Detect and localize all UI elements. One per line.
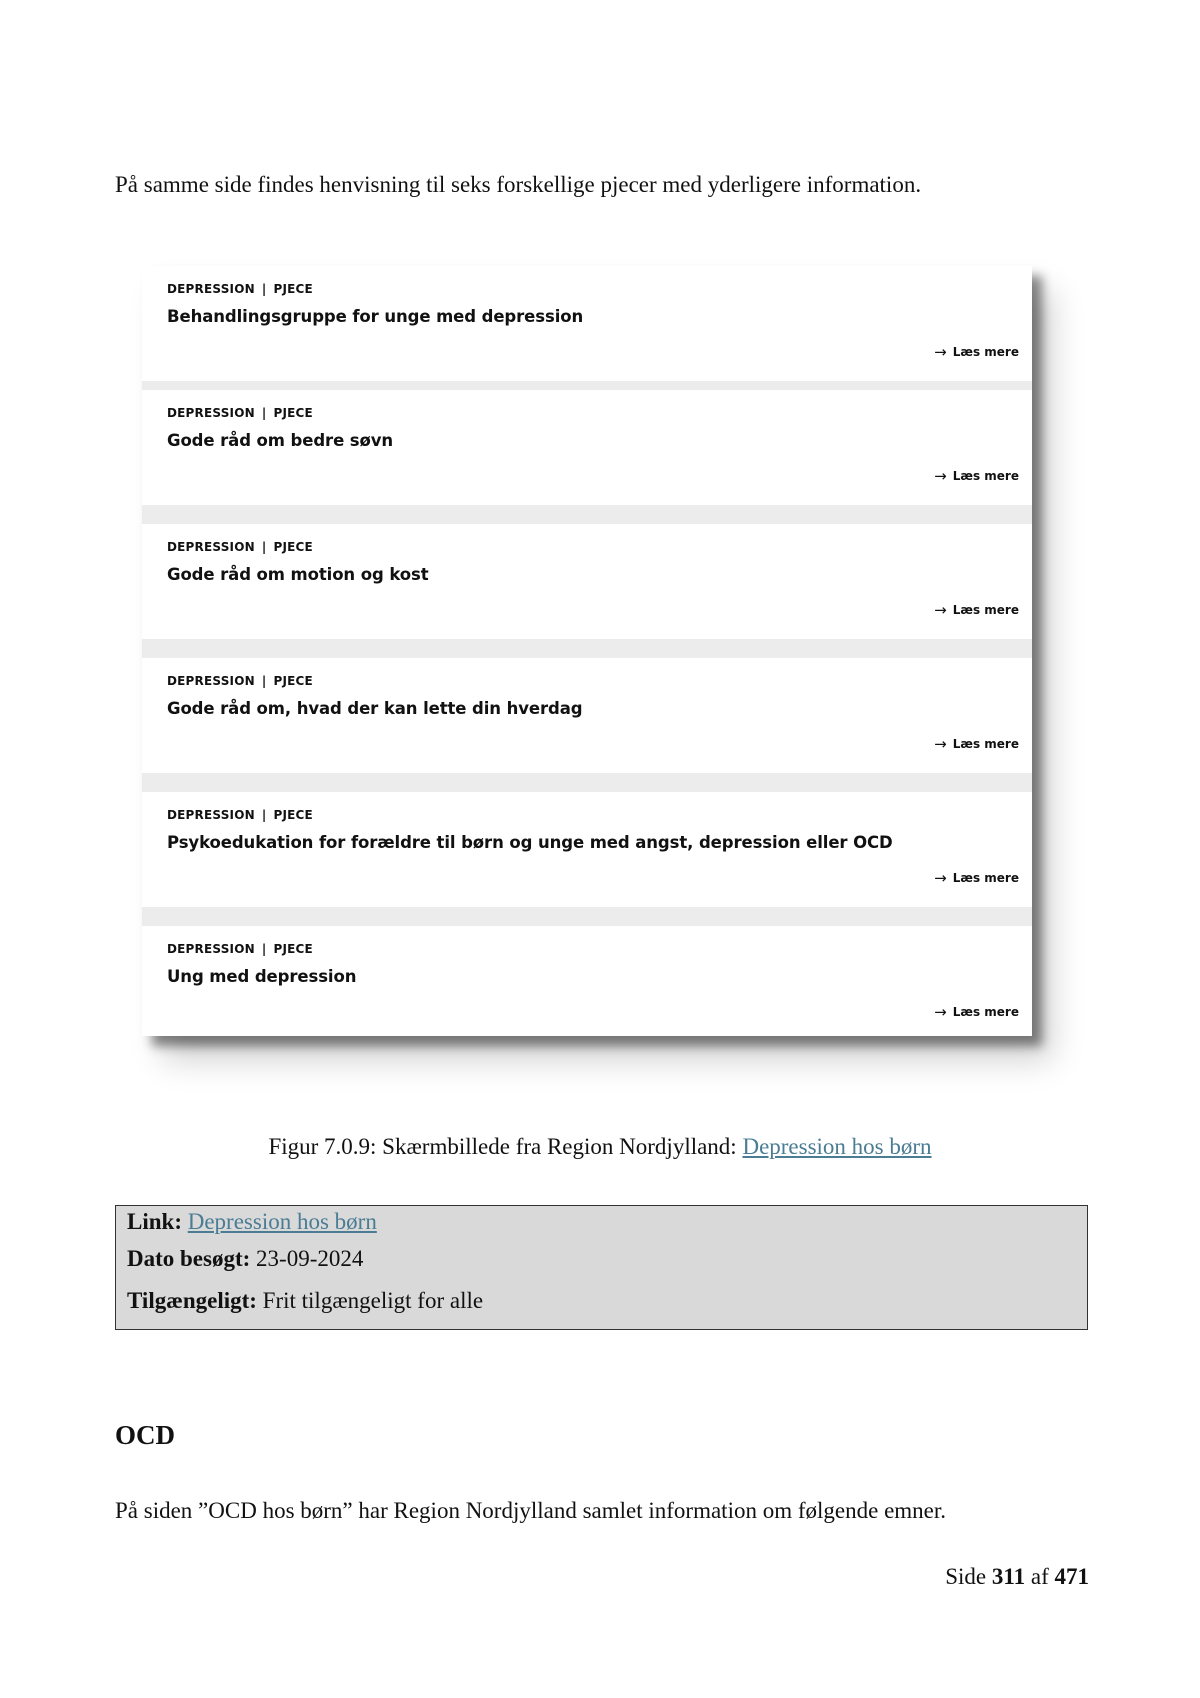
meta-separator: | [261,674,267,688]
info-row-date [127,1238,1076,1280]
card-type: PJECE [273,942,313,956]
caption-text: Figur 7.0.9: Skærmbillede fra Region Nordjylland: [268,1134,743,1159]
page-number [945,1562,1089,1592]
card-title[interactable]: Gode råd om, hvad der kan lette din hverdag [167,699,583,718]
card-category: DEPRESSION [167,282,255,296]
caption-link[interactable]: Depression hos børn [742,1134,932,1159]
access-value: Frit tilgængeligt for alle [262,1288,484,1313]
meta-separator: | [261,406,267,420]
card-category: DEPRESSION [167,808,255,822]
info-row-access [127,1280,1076,1322]
card-type: PJECE [273,674,313,688]
source-link[interactable]: Depression hos børn [187,1209,377,1234]
link-label: Link: [127,1209,182,1234]
info-row-link [127,1206,1076,1238]
access-label: Tilgængeligt: [127,1288,257,1313]
card-title[interactable]: Gode råd om bedre søvn [167,431,394,450]
arrow-right-icon: → [934,601,947,619]
card-meta [167,406,313,420]
card-meta [167,540,313,554]
card-category: DEPRESSION [167,406,255,420]
read-more-label: Læs mere [952,345,1019,359]
pamphlet-card[interactable] [142,524,1032,639]
read-more-link[interactable] [934,1005,1019,1019]
card-category: DEPRESSION [167,540,255,554]
meta-separator: | [261,282,267,296]
source-info-box [115,1205,1088,1330]
section-heading: OCD [115,1420,175,1450]
read-more-link[interactable] [934,871,1019,885]
card-title[interactable]: Gode råd om motion og kost [167,565,429,584]
page-middle: af [1030,1564,1049,1589]
read-more-label: Læs mere [952,737,1019,751]
pamphlet-card[interactable] [142,792,1032,907]
meta-separator: | [261,540,267,554]
pamphlet-card[interactable] [142,266,1032,381]
read-more-link[interactable] [934,345,1019,359]
read-more-label: Læs mere [952,871,1019,885]
card-title[interactable]: Behandlingsgruppe for unge med depression [167,307,584,326]
page-prefix: Side [945,1564,987,1589]
read-more-link[interactable] [934,603,1019,617]
arrow-right-icon: → [934,343,947,361]
arrow-right-icon: → [934,869,947,887]
card-category: DEPRESSION [167,674,255,688]
meta-separator: | [261,942,267,956]
section-paragraph: På siden ”OCD hos børn” har Region Nordjylland samlet information om følgende emner. [115,1498,947,1523]
read-more-link[interactable] [934,469,1019,483]
card-type: PJECE [273,540,313,554]
read-more-label: Læs mere [952,469,1019,483]
arrow-right-icon: → [934,467,947,485]
card-meta [167,942,313,956]
card-type: PJECE [273,406,313,420]
pamphlet-card[interactable] [142,658,1032,773]
card-meta [167,282,313,296]
card-title[interactable]: Ung med depression [167,967,357,986]
card-type: PJECE [273,808,313,822]
arrow-right-icon: → [934,1003,947,1021]
pamphlet-card[interactable] [142,390,1032,505]
intro-paragraph: På samme side findes henvisning til seks forskellige pjecer med yderligere information. [115,172,922,197]
arrow-right-icon: → [934,735,947,753]
card-category: DEPRESSION [167,942,255,956]
screenshot-figure [142,266,1032,1036]
pamphlet-card[interactable] [142,926,1032,1036]
page-current: 311 [991,1564,1026,1589]
read-more-label: Læs mere [952,603,1019,617]
card-meta [167,808,313,822]
date-label: Dato besøgt: [127,1246,251,1271]
card-meta [167,674,313,688]
meta-separator: | [261,808,267,822]
page-total: 471 [1054,1564,1089,1589]
read-more-label: Læs mere [952,1005,1019,1019]
read-more-link[interactable] [934,737,1019,751]
figure-caption [0,1132,1200,1162]
date-value: 23-09-2024 [256,1246,364,1271]
card-type: PJECE [273,282,313,296]
card-title[interactable]: Psykoedukation for forældre til børn og unge med angst, depression eller OCD [167,833,893,852]
